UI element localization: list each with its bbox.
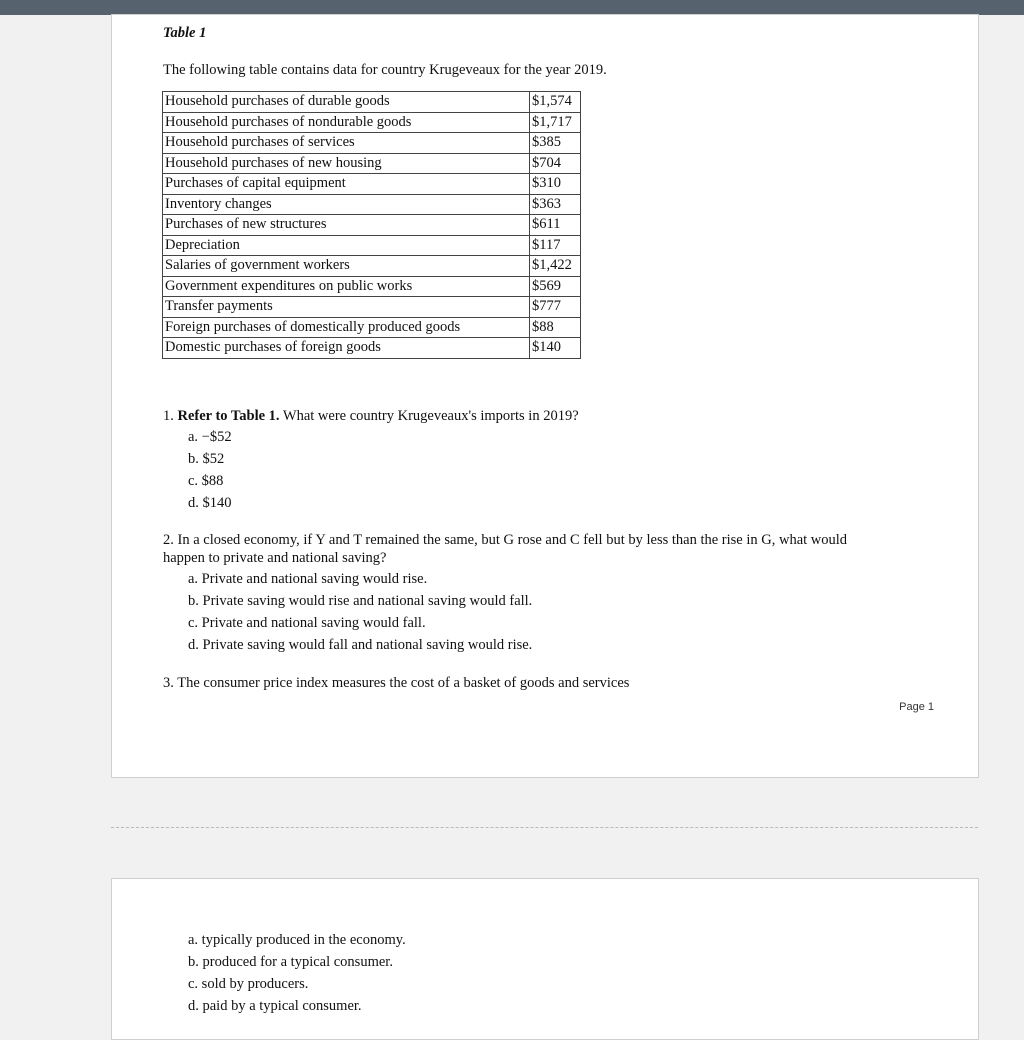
page-separator bbox=[111, 827, 978, 828]
table-row bbox=[163, 133, 581, 154]
q1-option-a[interactable]: a. −$52 bbox=[188, 429, 232, 445]
viewer-toolbar bbox=[0, 0, 1024, 15]
row-value: $117 bbox=[530, 235, 581, 256]
row-label: Household purchases of services bbox=[163, 133, 530, 154]
row-value: $363 bbox=[530, 194, 581, 215]
table-row bbox=[163, 174, 581, 195]
q1-option-c[interactable]: c. $88 bbox=[188, 473, 224, 489]
q2-option-a[interactable]: a. Private and national saving would rise. bbox=[188, 571, 428, 587]
row-value: $310 bbox=[530, 174, 581, 195]
row-label: Transfer payments bbox=[163, 297, 530, 318]
row-label: Depreciation bbox=[163, 235, 530, 256]
table-title: Table 1 bbox=[163, 25, 207, 41]
row-value: $777 bbox=[530, 297, 581, 318]
table-row bbox=[163, 338, 581, 359]
q1-option-b[interactable]: b. $52 bbox=[188, 451, 225, 467]
row-label: Foreign purchases of domestically produced goods bbox=[163, 317, 530, 338]
row-value: $1,717 bbox=[530, 112, 581, 133]
q3-option-d[interactable]: d. paid by a typical consumer. bbox=[188, 998, 362, 1014]
q2-option-d[interactable]: d. Private saving would fall and national saving would rise. bbox=[188, 637, 533, 653]
row-value: $140 bbox=[530, 338, 581, 359]
row-label: Purchases of capital equipment bbox=[163, 174, 530, 195]
table-row bbox=[163, 112, 581, 133]
row-value: $611 bbox=[530, 215, 581, 236]
table-row bbox=[163, 153, 581, 174]
table-row bbox=[163, 317, 581, 338]
row-value: $88 bbox=[530, 317, 581, 338]
question-2: 2. In a closed economy, if Y and T remained the same, but G rose and C fell but by less than the rise in G, what would bbox=[163, 532, 848, 548]
table-intro: The following table contains data for country Krugeveaux for the year 2019. bbox=[163, 62, 607, 78]
row-value: $704 bbox=[530, 153, 581, 174]
row-label: Household purchases of new housing bbox=[163, 153, 530, 174]
page-number: Page 1 bbox=[899, 701, 934, 713]
row-label: Domestic purchases of foreign goods bbox=[163, 338, 530, 359]
page-2 bbox=[111, 878, 979, 1040]
table-row bbox=[163, 235, 581, 256]
table-row bbox=[163, 194, 581, 215]
data-table bbox=[162, 91, 581, 359]
row-label: Household purchases of nondurable goods bbox=[163, 112, 530, 133]
row-value: $1,574 bbox=[530, 92, 581, 113]
q2-option-c[interactable]: c. Private and national saving would fall. bbox=[188, 615, 426, 631]
q3-option-b[interactable]: b. produced for a typical consumer. bbox=[188, 954, 393, 970]
table-row bbox=[163, 92, 581, 113]
row-label: Government expenditures on public works bbox=[163, 276, 530, 297]
row-label: Household purchases of durable goods bbox=[163, 92, 530, 113]
table-row bbox=[163, 215, 581, 236]
row-label: Purchases of new structures bbox=[163, 215, 530, 236]
row-label: Salaries of government workers bbox=[163, 256, 530, 277]
table-row bbox=[163, 276, 581, 297]
question-3: 3. The consumer price index measures the cost of a basket of goods and services bbox=[163, 675, 630, 691]
row-label: Inventory changes bbox=[163, 194, 530, 215]
q3-option-a[interactable]: a. typically produced in the economy. bbox=[188, 932, 406, 948]
row-value: $385 bbox=[530, 133, 581, 154]
table-row bbox=[163, 256, 581, 277]
page-1 bbox=[111, 14, 979, 778]
question-2-line2: happen to private and national saving? bbox=[163, 550, 387, 566]
question-1: 1. Refer to Table 1. What were country Krugeveaux's imports in 2019? bbox=[163, 408, 579, 424]
q2-option-b[interactable]: b. Private saving would rise and national saving would fall. bbox=[188, 593, 533, 609]
table-row bbox=[163, 297, 581, 318]
row-value: $569 bbox=[530, 276, 581, 297]
q1-option-d[interactable]: d. $140 bbox=[188, 495, 232, 511]
q3-option-c[interactable]: c. sold by producers. bbox=[188, 976, 309, 992]
row-value: $1,422 bbox=[530, 256, 581, 277]
